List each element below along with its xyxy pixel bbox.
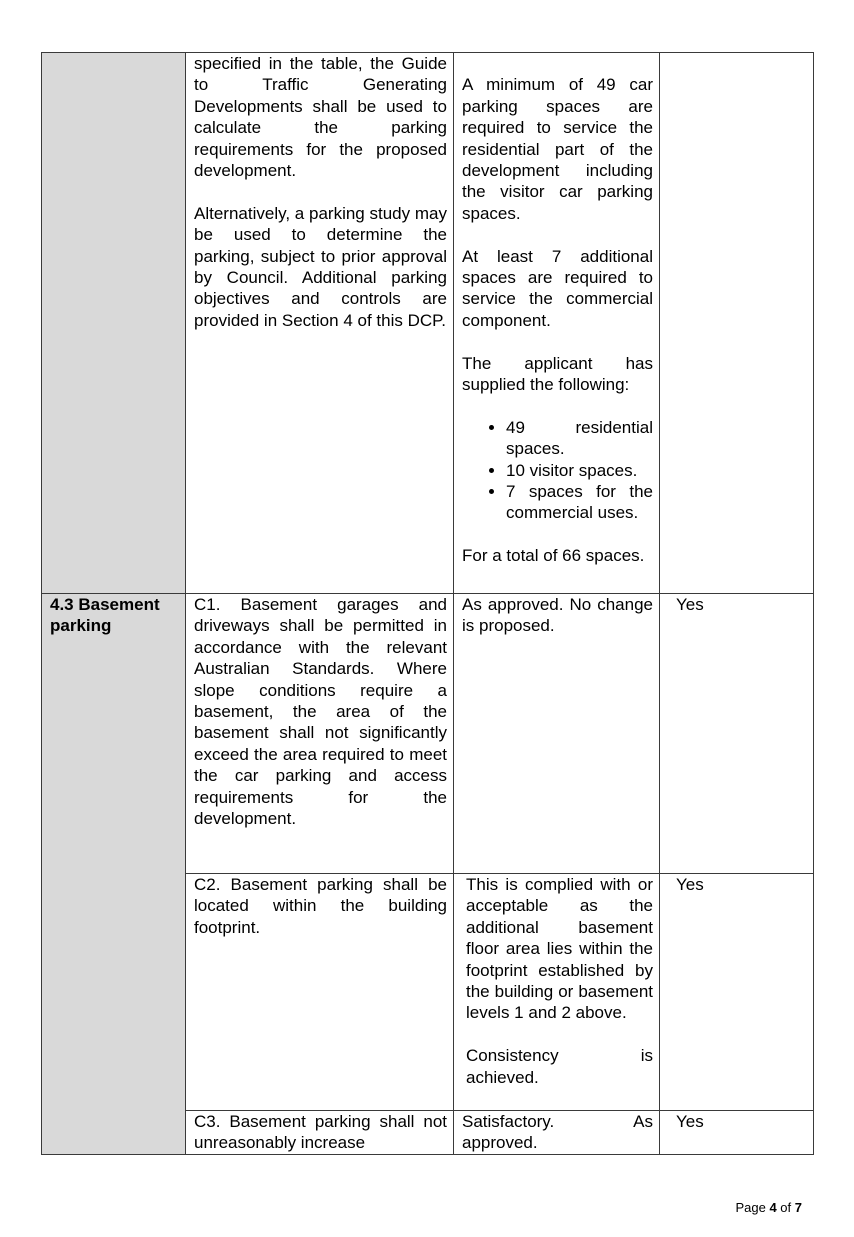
complies-cell-c1: Yes xyxy=(660,594,814,874)
complies-cell-c2: Yes xyxy=(660,874,814,1111)
table-row xyxy=(42,53,814,594)
control-cell-c2: C2. Basement parking shall be located within the building footprint. xyxy=(186,874,454,1111)
control-cell-c3: C3. Basement parking shall not unreasonably increase xyxy=(186,1111,454,1155)
page-of-label: of xyxy=(780,1200,792,1215)
response-text: A minimum of 49 car parking spaces are required to service the residential part of the development including the visitor car parking spaces. xyxy=(462,75,653,223)
response-text: Consistency is achieved. xyxy=(466,1046,653,1087)
response-bullet-list xyxy=(462,417,653,524)
response-cell-c2 xyxy=(454,874,660,1111)
response-cell-c1: As approved. No change is proposed. xyxy=(454,594,660,874)
list-item: • 10 visitor spaces. xyxy=(506,460,653,481)
table-row xyxy=(42,594,814,874)
control-text: specified in the table, the Guide to Traffic Generating Developments shall be used to calculate the parking requirements for the proposed development. xyxy=(194,54,447,181)
control-cell xyxy=(186,53,454,594)
page-label: Page xyxy=(735,1200,766,1215)
complies-cell xyxy=(660,53,814,594)
control-text: Alternatively, a parking study may be used to determine the parking, subject to prior approval by Council. Additional parking objectives and controls are provided in Section 4 of this DCP. xyxy=(194,203,447,330)
control-cell-c1: C1. Basement garages and driveways shall be permitted in accordance with the relevant Australian Standards. Where slope conditions require a basement, the area of the basement shall not significantly exceed the area required to meet the car parking and access requirements for the development. xyxy=(186,594,454,874)
dcp-compliance-table xyxy=(41,52,814,1155)
list-item: • 7 spaces for the commercial uses. xyxy=(506,481,653,524)
page-total: 7 xyxy=(794,1200,802,1215)
section-heading-4-3: 4.3 Basement parking xyxy=(42,594,186,1155)
response-text: At least 7 additional spaces are required to service the commercial component. xyxy=(462,246,653,330)
response-text: The applicant has supplied the following: xyxy=(462,353,653,395)
page-current: 4 xyxy=(769,1200,777,1215)
response-cell-c3: Satisfactory. As approved. xyxy=(454,1111,660,1155)
complies-cell-c3: Yes xyxy=(660,1111,814,1155)
page-number-footer xyxy=(735,1200,802,1215)
response-text: This is complied with or acceptable as the additional basement floor area lies within the footprint established by the building or basement levels 1 and 2 above. xyxy=(466,875,653,1023)
response-text: For a total of 66 spaces. xyxy=(462,546,645,566)
response-cell xyxy=(454,53,660,594)
section-cell xyxy=(42,53,186,594)
list-item: • 49 residential spaces. xyxy=(506,417,653,460)
